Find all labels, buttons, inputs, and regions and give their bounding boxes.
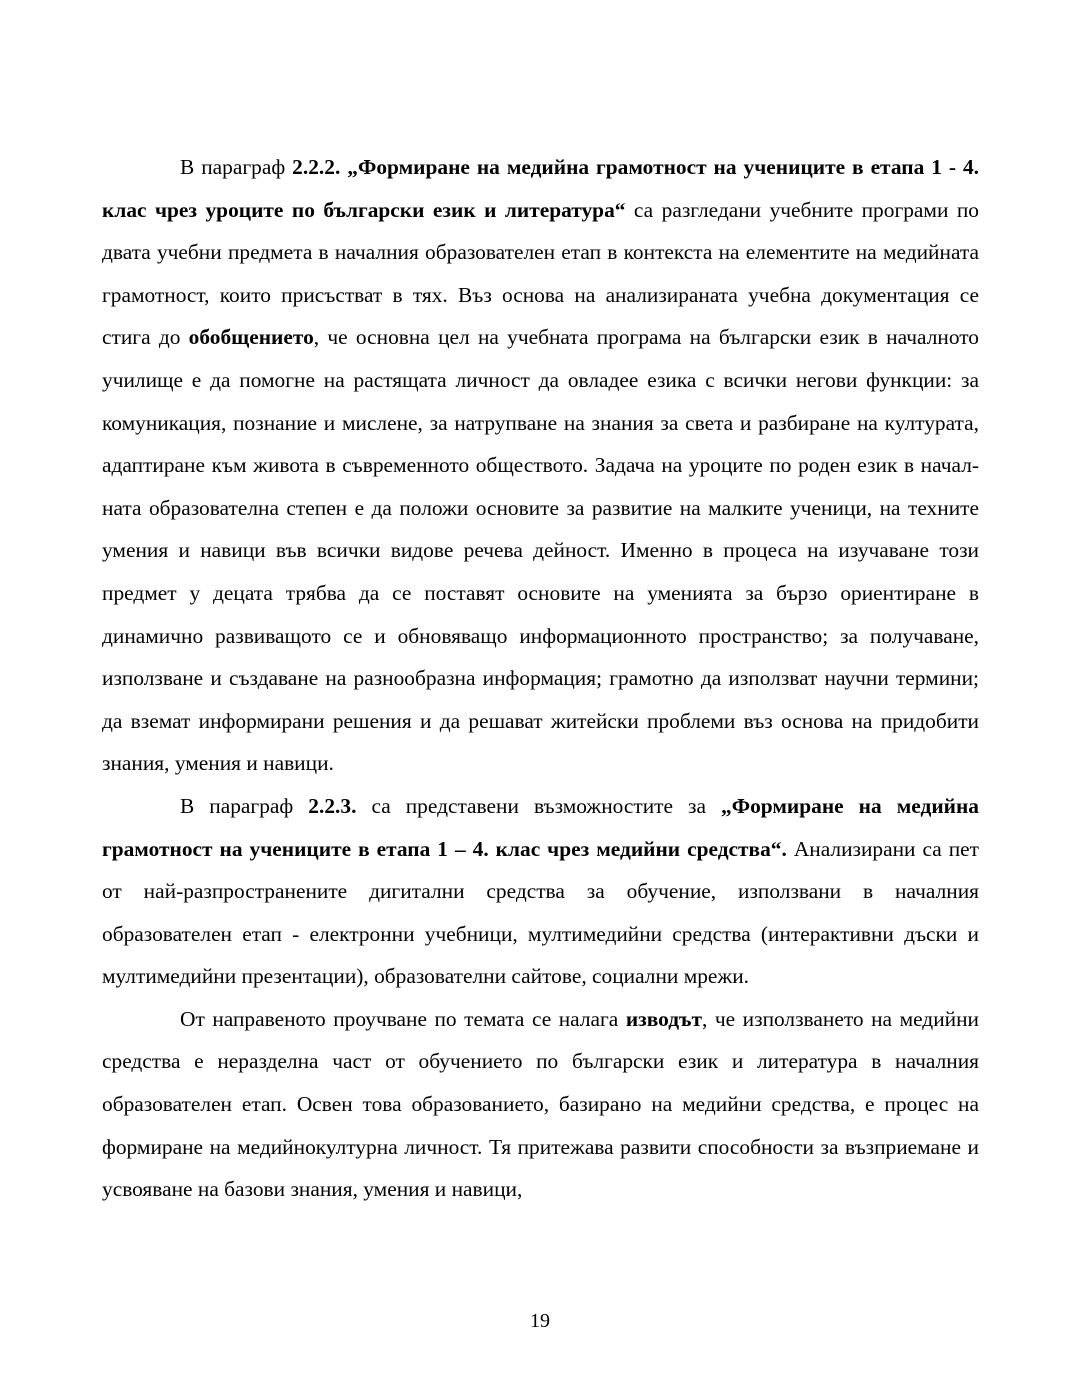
text-run: От направеното проучване по темата се налага: [180, 1006, 626, 1031]
text-run: Анализирани са пет от най-разпространените дигитални средства за обучение, използвани в началния образователен етап - електронни учебници, мултимедийни средства (интерактивни дъски и мултимедийни презентации), образователни сайтове, социални мрежи.: [102, 836, 980, 989]
paragraph-conclusion: [102, 998, 979, 1211]
bold-run: обобщението: [188, 325, 314, 350]
bold-run: „Формиране на медийна грамотност на учениците в етапа 1 – 4. клас чрез медийни средства“.: [102, 793, 979, 861]
text-run: са представени възможностите за: [356, 793, 721, 818]
page-number: 19: [530, 1310, 550, 1332]
text-run: В параграф: [180, 155, 293, 179]
paragraph-2-2-3: [102, 785, 979, 998]
bold-run: 2.2.2. „Формиране на медийна грамотност на учениците в етапа 1 - 4. клас чрез уроците по български език и литература“: [102, 155, 980, 222]
paragraph-2-2-2: [102, 146, 979, 785]
bold-run: изводът: [625, 1006, 703, 1031]
text-run: са разгледани учебните програми по двата учебни предмета в началния образователен етап в контекста на елементите на медийната грамотност, които присъстват в тях. Въз основа на анализираната учебна документация се стига до: [102, 197, 979, 350]
text-run: , че основна цел на учебната програма на български език в началното училище е да помогне на растящата личност да овладее езика с всички негови функции: за комуникация, познание и мислене, за натрупване на знания за света и разбиране на културата, адаптиране към живота в съвременното обществото. Задача на уроците по роден език в началната образователна степен е да положи основите за развитие на малките ученици, на техните умения и навици във всички видове речева дейност. Именно в процеса на изучаване този предмет у децата трябва да се поставят основите на уменията за бързо ориентиране в динамично развиващото се и обновяващо информационното пространство; за получаване, използване и създаване на разнообразна информация; грамотно да използват научни термини; да вземат информирани решения и да решават житейски проблеми въз основа на придобити знания, умения и навици.: [102, 325, 979, 776]
text-run: В параграф: [180, 793, 309, 818]
bold-run: 2.2.3.: [308, 793, 357, 818]
text-run: , че използването на медийни средства е неразделна част от обучението по български език и литература в началния образователен етап. Освен това образованието, базирано на медийни средства, е процес на формиране на медийнокултурна личност. Тя притежава развити способности за възприемане и усвояване на базови знания, умения и навици,: [102, 1006, 979, 1202]
body-text: [102, 146, 979, 1211]
